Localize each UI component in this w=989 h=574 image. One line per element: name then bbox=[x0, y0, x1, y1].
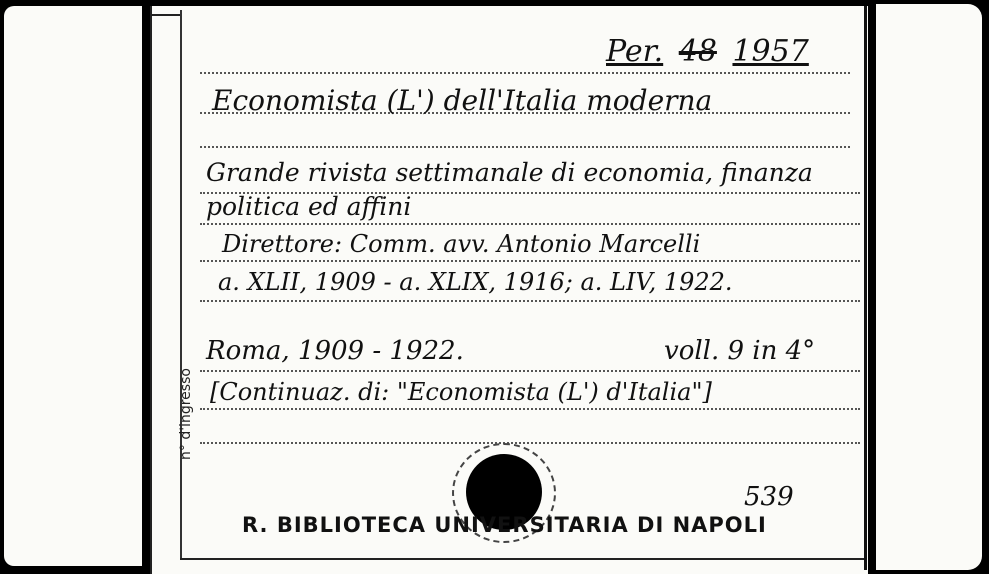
handwritten-number: 539 bbox=[744, 482, 794, 512]
card-top-border bbox=[150, 14, 180, 16]
ruling-line-6 bbox=[200, 260, 860, 262]
card-left-inner-border bbox=[180, 10, 182, 558]
ruling-line-3 bbox=[200, 146, 850, 148]
entry-subtitle-line-1: Grande rivista settimanale di economia, finanza bbox=[206, 158, 813, 187]
entry-director: Direttore: Comm. avv. Antonio Marcelli bbox=[222, 230, 701, 258]
ruling-line-8 bbox=[200, 370, 860, 372]
left-card-strip bbox=[4, 6, 142, 566]
entry-imprint-volumes: voll. 9 in 4° bbox=[664, 336, 816, 366]
entry-subtitle-line-2: politica ed affini bbox=[206, 192, 412, 221]
ruling-line-9 bbox=[200, 408, 860, 410]
shelfmark-struck: 48 bbox=[678, 34, 717, 69]
shelfmark bbox=[606, 34, 809, 69]
card-bottom-border bbox=[180, 558, 864, 560]
right-card-strip bbox=[876, 4, 982, 570]
shelfmark-prefix: Per. bbox=[606, 34, 664, 69]
shelfmark-number: 1957 bbox=[732, 34, 809, 69]
ruling-line-7 bbox=[200, 300, 860, 302]
card-left-border bbox=[150, 6, 152, 574]
entry-years: a. XLII, 1909 - a. XLIX, 1916; a. LIV, 1922. bbox=[218, 268, 733, 296]
entry-continuation: [Continuaz. di: "Economista (L') d'Italia"] bbox=[210, 378, 712, 406]
entry-title: Economista (L') dell'Italia moderna bbox=[212, 84, 713, 117]
card-right-border bbox=[864, 6, 867, 570]
accession-number-label: n° d'ingresso bbox=[178, 368, 194, 460]
ruling-line-10 bbox=[200, 442, 860, 444]
ruling-line-1 bbox=[200, 72, 850, 74]
ruling-line-5 bbox=[200, 223, 860, 225]
entry-imprint-place-dates: Roma, 1909 - 1922. bbox=[206, 336, 464, 366]
library-name: R. BIBLIOTECA UNIVERSITARIA DI NAPOLI bbox=[242, 513, 767, 537]
